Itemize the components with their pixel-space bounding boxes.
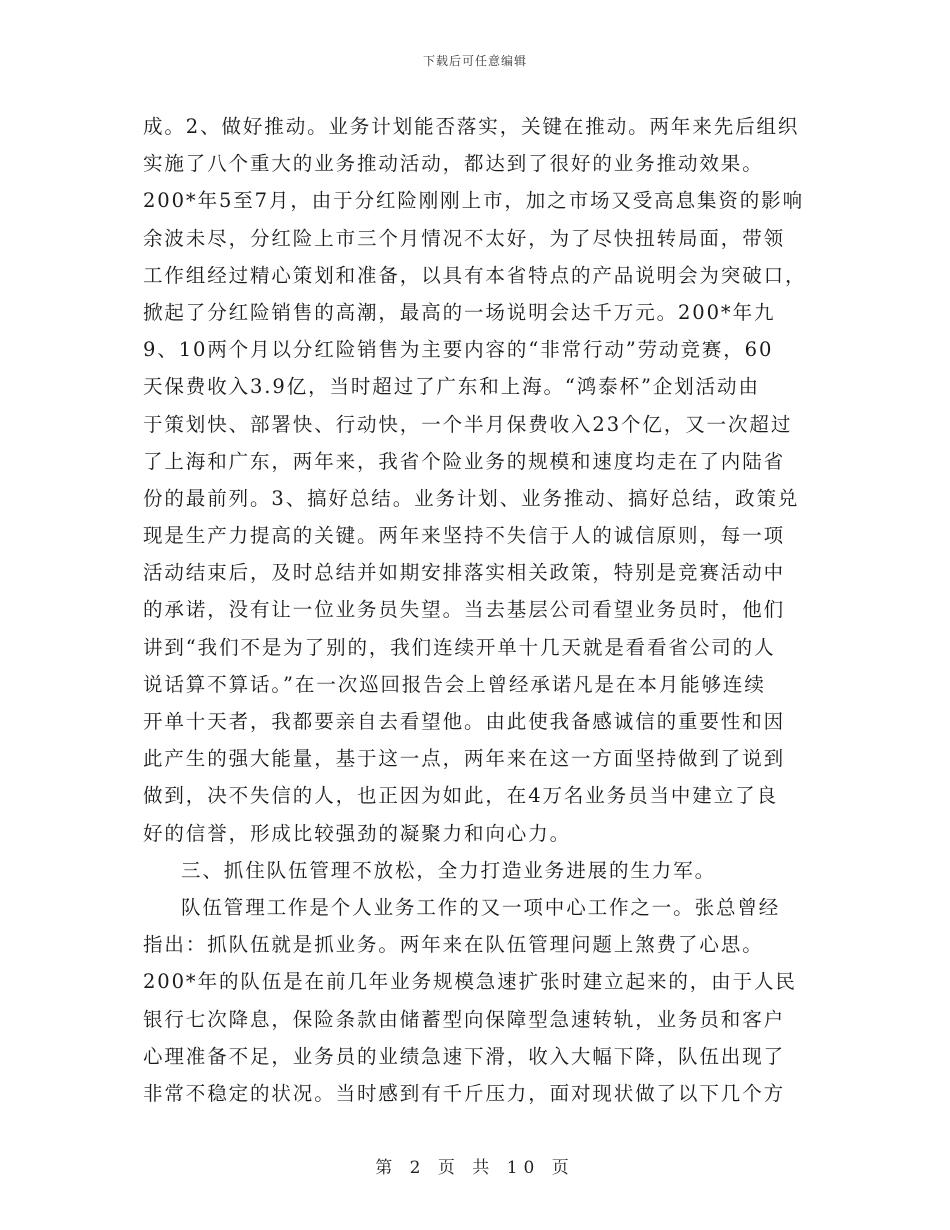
- text-line: 活动结束后，及时总结并如期安排落实相关政策，特别是竞赛活动中: [143, 561, 786, 585]
- text-line: 此产生的强大能量，基于这一点，两年来在这一方面坚持做到了说到: [143, 747, 786, 771]
- text-line: 心理准备不足，业务员的业绩急速下滑，收入大幅下降，队伍出现了: [143, 1044, 786, 1068]
- text-line: 非常不稳定的状况。当时感到有千斤压力，面对现状做了以下几个方: [143, 1081, 786, 1105]
- text-line: 了上海和广东，两年来，我省个险业务的规模和速度均走在了内陆省: [143, 449, 786, 473]
- text-line: 余波未尽，分红险上市三个月情况不太好，为了尽快扭转局面，带领: [143, 226, 786, 250]
- text-line: 实施了八个重大的业务推动活动，都达到了很好的业务推动效果。: [143, 152, 764, 176]
- text-line: 指出：抓队伍就是抓业务。两年来在队伍管理问题上煞费了心思。: [143, 933, 764, 957]
- text-line: 200*年的队伍是在前几年业务规模急速扩张时建立起来的，由于人民: [143, 970, 797, 994]
- text-line: 现是生产力提高的关键。两年来坚持不失信于人的诚信原则，每一项: [143, 524, 786, 548]
- text-line: 份的最前列。3、搞好总结。业务计划、业务推动、搞好总结，政策兑: [143, 486, 800, 510]
- text-line: 好的信誉，形成比较强劲的凝聚力和向心力。: [143, 821, 572, 845]
- text-line: 开单十天者，我都要亲自去看望他。由此使我备感诚信的重要性和因: [143, 710, 786, 733]
- text-line: 200*年5至7月，由于分红险刚刚上市，加之市场又受高息集资的影响: [143, 189, 804, 213]
- page-footer: 第 2 页 共 10 页: [375, 1158, 575, 1178]
- text-line: 做到，决不失信的人，也正因为如此，在4万名业务员当中建立了良: [143, 784, 778, 808]
- paragraph-first-line: 队伍管理工作是个人业务工作的又一项中心工作之一。张总曾经: [181, 895, 781, 919]
- section-heading: 三、抓住队伍管理不放松，全力打造业务进展的生力军。: [181, 858, 717, 882]
- text-line: 天保费收入3.9亿，当时超过了广东和上海。“鸿泰杯”企划活动由: [143, 375, 760, 399]
- text-line: 于策划快、部署快、行动快，一个半月保费收入23个亿，又一次超过: [143, 412, 793, 436]
- text-line: 银行七次降息，保险条款由储蓄型向保障型急速转轨，业务员和客户: [143, 1007, 786, 1031]
- text-line: 9、10两个月以分红险销售为主要内容的“非常行动”劳动竞赛，60: [143, 338, 774, 362]
- text-line: 说话算不算话。”在一次巡回报告会上曾经承诺凡是在本月能够连续: [143, 672, 766, 696]
- page-header: 下载后可任意编辑: [422, 54, 527, 68]
- text-line: 的承诺，没有让一位业务员失望。当去基层公司看望业务员时，他们: [143, 598, 786, 622]
- text-line: 讲到“我们不是为了别的，我们连续开单十几天就是看看省公司的人: [143, 635, 776, 659]
- document-body: [143, 108, 818, 1112]
- text-line: 掀起了分红险销售的高潮，最高的一场说明会达千万元。200*年九: [143, 300, 776, 324]
- text-line: 成。2、做好推动。业务计划能否落实，关键在推动。两年来先后组织: [143, 115, 800, 138]
- text-line: 工作组经过精心策划和准备，以具有本省特点的产品说明会为突破口，: [143, 263, 807, 287]
